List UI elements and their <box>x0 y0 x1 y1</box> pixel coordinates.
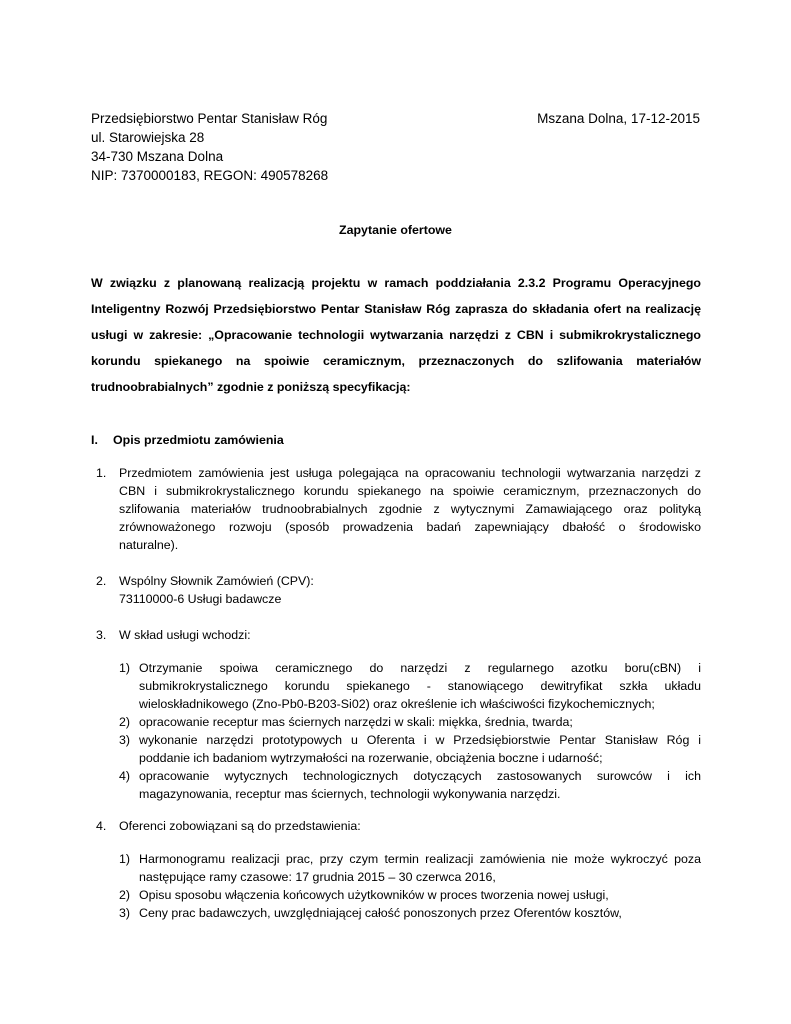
intro-line: trudnoobrabialnych” zgodnie z poniższą specyfikacją: <box>91 380 411 394</box>
intro-line: usługi w zakresie: „Opracowanie technologii wytwarzania narzędzi z CBN i submikrokrystalicznego <box>91 328 701 342</box>
subitem-text-line: magazynowania, receptur mas ściernych, technologii wykonywania narzędzi. <box>139 787 561 801</box>
subitem-text-line: poddanie ich badaniom wytrzymałości na rozerwanie, obciążenia boczne i udarność; <box>139 751 603 765</box>
subitem-text-line: następujące ramy czasowe: 17 grudnia 2015 – 30 czerwca 2016, <box>139 870 496 884</box>
intro-line: Inteligentny Rozwój Przedsiębiorstwo Pentar Stanisław Róg zaprasza do składania ofert na realizację <box>91 302 701 316</box>
item-text-line: zrównoważonego rozwoju (sposób prowadzenia badań zapewniający dbałość o środowisko <box>119 520 701 534</box>
item-text-line: Przedmiotem zamówienia jest usługa polegająca na opracowaniu technologii wytwarzania narzędzi z <box>119 466 701 480</box>
subitem-text-line: opracowanie receptur mas ściernych narzędzi w skali: miękka, średnia, twarda; <box>139 715 573 729</box>
item-number: 1. <box>96 466 107 480</box>
subitem-number: 2) <box>119 715 131 729</box>
subitem-number: 4) <box>119 769 131 783</box>
item-text-line: Wspólny Słownik Zamówień (CPV): <box>119 574 314 588</box>
subitem-text-line: opracowanie wytycznych technologicznych dotyczących zastosowanych surowców i ich <box>139 769 701 783</box>
subitem-number: 1) <box>119 852 131 866</box>
section-title: Opis przedmiotu zamówienia <box>113 433 284 447</box>
subitem-text-line: wykonanie narzędzi prototypowych u Oferenta i w Przedsiębiorstwie Pentar Stanisław Róg i <box>139 733 701 747</box>
item-number: 2. <box>96 574 107 588</box>
item-text-line: naturalne). <box>119 538 179 552</box>
intro-line: W związku z planowaną realizacją projektu w ramach poddziałania 2.3.2 Programu Operacyjnego <box>91 276 701 290</box>
item-text-line: Oferenci zobowiązani są do przedstawienia: <box>119 819 361 833</box>
sender-city: 34-730 Mszana Dolna <box>91 149 224 164</box>
intro-line: korundu spiekanego na spoiwie ceramicznym, przeznaczonych do szlifowania materiałów <box>91 354 701 368</box>
subitem-text-line: Opisu sposobu włączenia końcowych użytkowników w proces tworzenia nowej usługi, <box>139 888 609 902</box>
item-text-line: 73110000-6 Usługi badawcze <box>119 592 282 606</box>
sender-ids: NIP: 7370000183, REGON: 490578268 <box>91 168 329 183</box>
page-title: Zapytanie ofertowe <box>339 223 452 237</box>
subitem-number: 3) <box>119 733 131 747</box>
item-number: 3. <box>96 628 107 642</box>
item-text-line: szlifowania materiałów trudnoobrabialnych zgodnie z wytycznymi Zamawiającego oraz polityką <box>119 502 701 516</box>
item-number: 4. <box>96 819 107 833</box>
subitem-text-line: wieloskładnikowego (Zno-Pb0-B203-Si02) oraz określenie ich właściwości fizykochemicznych; <box>139 697 655 711</box>
subitem-number: 3) <box>119 906 131 920</box>
section-number: I. <box>91 433 98 447</box>
subitem-text-line: submikrokrystalicznego korundu spiekanego - stanowiącego dewitryfikat szkła układu <box>139 679 701 693</box>
item-text-line: CBN i submikrokrystalicznego korundu spiekanego na spoiwie ceramicznym, przeznaczonych do <box>119 484 701 498</box>
subitem-number: 1) <box>119 661 131 675</box>
subitem-text-line: Otrzymanie spoiwa ceramicznego do narzędzi z regularnego azotku boru(cBN) i <box>139 661 701 675</box>
sender-company: Przedsiębiorstwo Pentar Stanisław Róg <box>91 111 328 126</box>
subitem-text-line: Ceny prac badawczych, uwzględniającej całość ponoszonych przez Oferentów kosztów, <box>139 906 622 920</box>
item-text-line: W skład usługi wchodzi: <box>119 628 251 642</box>
place-date: Mszana Dolna, 17-12-2015 <box>537 111 700 126</box>
sender-street: ul. Starowiejska 28 <box>91 130 205 145</box>
subitem-text-line: Harmonogramu realizacji prac, przy czym termin realizacji zamówienia nie może wykroczyć poza <box>139 852 701 866</box>
subitem-number: 2) <box>119 888 131 902</box>
